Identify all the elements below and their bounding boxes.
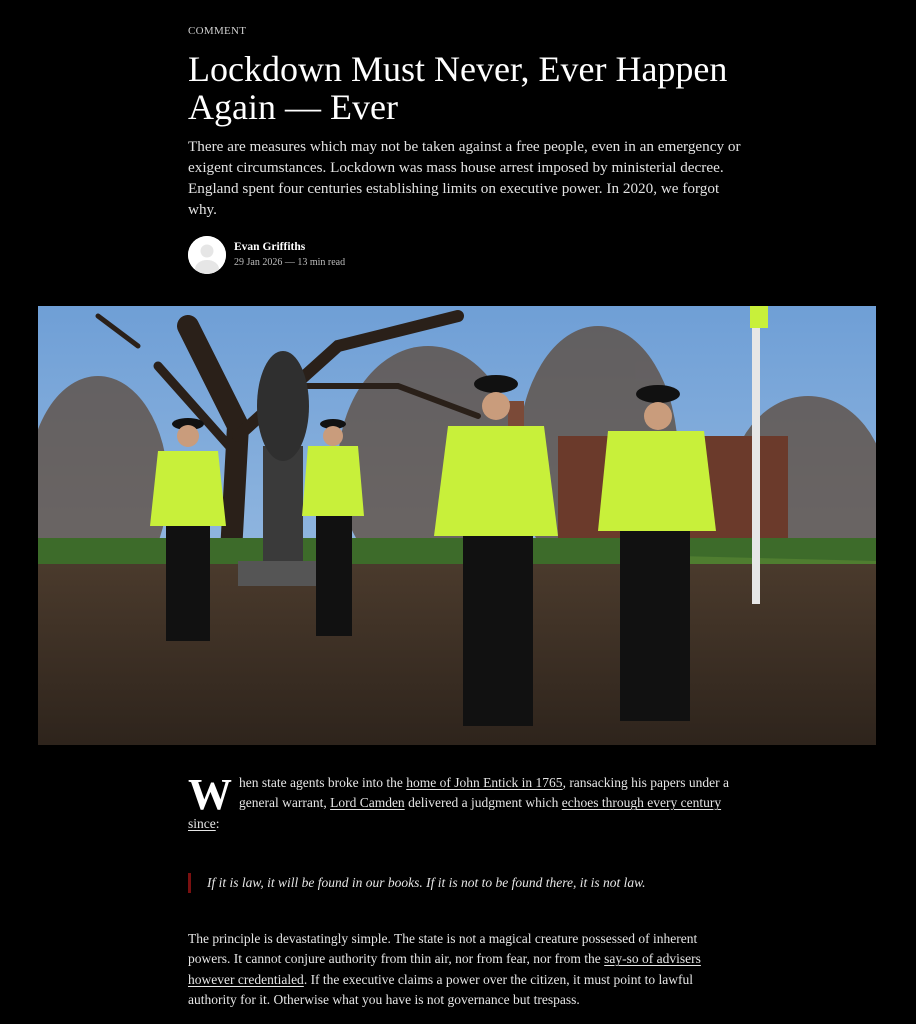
publish-date: 29 Jan 2026 — [234, 257, 283, 268]
body-text: : — [215, 815, 220, 831]
author-meta — [234, 240, 345, 270]
body-text: , ransacking his papers under a general warrant, — [239, 775, 730, 811]
link-lord-camden[interactable]: Lord Camden — [330, 795, 405, 811]
drop-cap: W — [188, 770, 232, 819]
link-echoes[interactable]: echoes through every century since — [188, 795, 722, 831]
body-paragraph-2 — [188, 929, 733, 1010]
link-advisers[interactable]: say-so of advisers however credentialed — [188, 951, 701, 987]
hero-image — [38, 306, 876, 745]
body-text: hen state agents broke into the — [239, 775, 407, 790]
author-name[interactable]: Evan Griffiths — [234, 241, 306, 253]
avatar-placeholder-icon — [188, 236, 226, 274]
byline — [188, 236, 345, 274]
article-meta — [234, 256, 345, 270]
body-text: The principle is devastatingly simple. The state is not a magical creature possessed of inherent powers. It cannot conjure authority from thin air, nor from fear, nor from the — [188, 931, 698, 967]
read-time: 13 min read — [297, 257, 346, 268]
article-title: Lockdown Must Never, Ever Happen Again — Ever — [188, 49, 728, 127]
body-text: delivered a judgment which — [404, 795, 562, 811]
pull-quote: If it is law, it will be found in our books. If it is not to be found there, it is not law. — [188, 873, 727, 893]
author-avatar[interactable] — [188, 236, 226, 274]
meta-separator: — — [284, 257, 298, 268]
link-entick[interactable]: home of John Entick in 1765 — [406, 775, 563, 790]
article-kicker: COMMENT — [188, 25, 247, 37]
body-text: . If the executive claims a power over the citizen, it must point to lawful authority for it. Otherwise what you have is not governance but trespass. — [188, 971, 693, 1007]
photo-police-patrol-icon — [38, 306, 876, 745]
body-paragraph-1 — [188, 770, 733, 834]
article-dek: There are measures which may not be taken against a free people, even in an emergency or exigent circumstances. Lockdown was mass house arrest imposed by ministerial decree. England spent four centuries establishing limits on executive power. In 2020, we forgot why. — [188, 138, 741, 218]
